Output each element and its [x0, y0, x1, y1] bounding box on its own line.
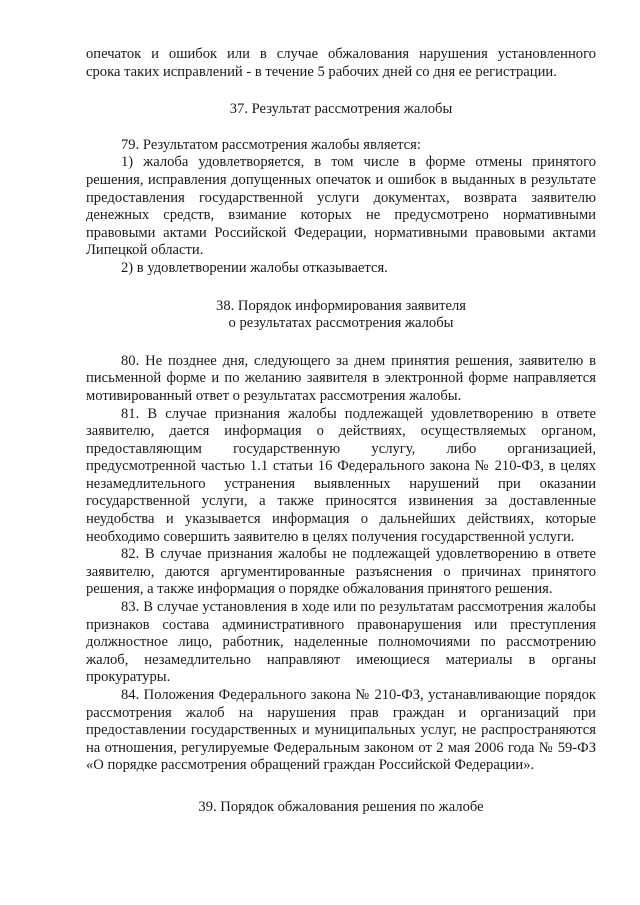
paragraph-82: 82. В случае признания жалобы не подлежащей удовлетворению в ответе заявителю, даются аргументированные разъяснения о причинах принятого решения, а также информация о порядке обжалования принятого решения.: [86, 546, 596, 598]
section-39-heading: 39. Порядок обжалования решения по жалобе: [198, 798, 484, 815]
paragraph-79-item-1: 1) жалоба удовлетворяется, в том числе в форме отмены принятого решения, исправления допущенных опечаток и ошибок в выданных в результате предоставления государственной услуги документах, возврата заявителю денежных средств, взимание которых не предусмотрено нормативными правовыми актами Российской Федерации, нормативными правовыми актами Липецкой области.: [86, 154, 596, 259]
section-38-heading-line-2: о результатах рассмотрения жалобы: [228, 315, 454, 332]
paragraph-80: 80. Не позднее дня, следующего за днем принятия решения, заявителю в письменной форме и по желанию заявителя в электронной форме направляется мотивированный ответ о результатах рассмотрения жалобы.: [86, 352, 596, 404]
section-37-heading: 37. Результат рассмотрения жалобы: [229, 101, 453, 118]
paragraph-84: 84. Положения Федерального закона № 210-ФЗ, устанавливающие порядок рассмотрения жалоб на нарушения прав граждан и организаций при предоставлении государственных и муниципальных услуг, не распространяются на отношения, регулируемые Федеральным законом от 2 мая 2006 года № 59-ФЗ «О порядке рассмотрения обращений граждан Российской Федерации».: [86, 687, 596, 774]
paragraph-83: 83. В случае установления в ходе или по результатам рассмотрения жалобы признаков состава административного правонарушения или преступления должностное лицо, работник, наделенные полномочиями по рассмотрению жалоб, незамедлительно направляют имеющиеся материалы в органы прокуратуры.: [86, 599, 596, 686]
paragraph-81: 81. В случае признания жалобы подлежащей удовлетворению в ответе заявителю, дается информация о действиях, осуществляемых органом, предоставляющим государственную услугу, либо организацией, предусмотренной частью 1.1 статьи 16 Федерального закона № 210-ФЗ, в целях незамедлительного устранения выявленных нарушений при оказании государственной услуги, а также приносятся извинения за доставленные неудобства и указывается информация о дальнейших действиях, которые необходимо совершить заявителю в целях получения государственной услуги.: [86, 405, 596, 545]
opening-line-1: опечаток и ошибок или в случае обжалования нарушения установленного: [86, 46, 596, 62]
section-38-heading-line-1: 38. Порядок информирования заявителя: [216, 297, 466, 314]
opening-line-2: срока таких исправлений - в течение 5 рабочих дней со дня ее регистрации.: [86, 63, 557, 80]
paragraph-79-item-2: 2) в удовлетворении жалобы отказывается.: [121, 259, 388, 276]
paragraph-79: 79. Результатом рассмотрения жалобы является:: [121, 136, 421, 153]
